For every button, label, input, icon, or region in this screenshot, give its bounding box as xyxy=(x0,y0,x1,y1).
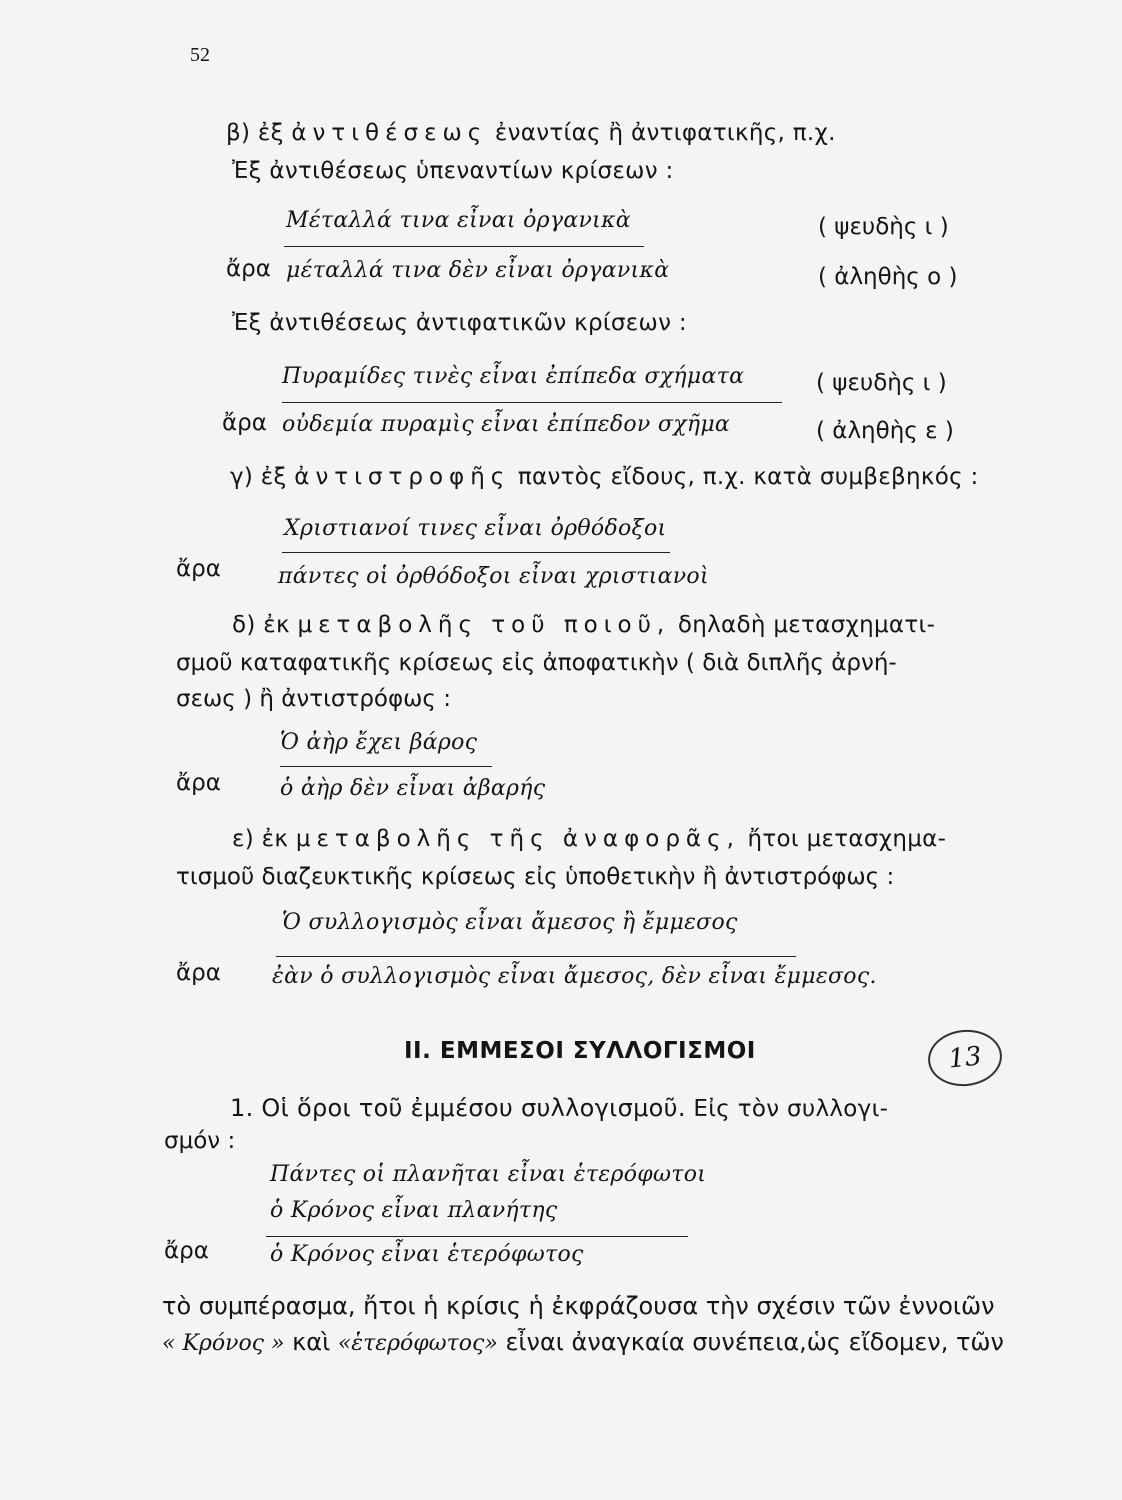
epsilon-premise: Ὁ συλλογισμὸς εἶναι ἄμεσος ἢ ἔμμεσος xyxy=(282,910,738,935)
gamma-line-1-rest: παντὸς εἴδους, π.χ. κατὰ συμβεβηκός : xyxy=(517,464,979,490)
closing-line-2-rest: εἶναι ἀναγκαία συνέπεια,ὡς εἴδομεν, τῶν xyxy=(505,1328,1004,1356)
beta-spaced-term: ἀντιθέσεως xyxy=(291,120,488,146)
gamma-spaced-term: ἀντιστροφῆς xyxy=(294,464,511,490)
syllogism-major-premise: Πάντες οἱ πλανῆται εἶναι ἑτερόφωτοι xyxy=(270,1162,707,1187)
gamma-line-1 xyxy=(230,464,979,490)
beta-example-2-conclusion-note: ( ἀληθὴς ε ) xyxy=(816,418,954,444)
delta-line-1 xyxy=(232,612,935,638)
gamma-premise: Χριστιανοί τινες εἶναι ὀρθόδοξοι xyxy=(284,516,667,541)
delta-rule xyxy=(280,766,492,767)
section-paragraph-1-start: 1. Οἱ ὅροι τοῦ ἐμμέσου συλλογισμοῦ. xyxy=(230,1094,686,1122)
closing-conjunction: καὶ xyxy=(292,1328,331,1356)
handwritten-number-stamp: 13 xyxy=(925,1026,1004,1089)
delta-line-2: σμοῦ καταφατικῆς κρίσεως εἰς ἀποφατικὴν ( διὰ διπλῆς ἀρνή- xyxy=(176,650,897,676)
gamma-label: γ) ἐξ xyxy=(230,464,287,490)
syllogism-conclusion: ὁ Κρόνος εἶναι ἑτερόφωτος xyxy=(270,1242,584,1267)
section-paragraph-1 xyxy=(230,1094,888,1122)
delta-spaced-term: μεταβολῆς τοῦ ποιοῦ, xyxy=(297,612,671,638)
epsilon-rule xyxy=(276,956,796,957)
beta-example-2-ara: ἄρα xyxy=(222,410,267,436)
beta-example-2-premise-note: ( ψευδὴς ι ) xyxy=(816,370,947,396)
closing-term-heterophotos: «ἑτερόφωτος» xyxy=(337,1331,498,1356)
delta-line-3: σεως ) ἢ ἀντιστρόφως : xyxy=(176,686,451,712)
syllogism-minor-premise: ὁ Κρόνος εἶναι πλανήτης xyxy=(270,1198,558,1223)
beta-example-1-premise-note: ( ψευδὴς ι ) xyxy=(818,214,949,240)
epsilon-spaced-term: μεταβολῆς τῆς ἀναφορᾶς, xyxy=(295,826,740,852)
beta-example-1-conclusion: μέταλλά τινα δὲν εἶναι ὀργανικὰ xyxy=(286,258,670,283)
beta-example-1-ara: ἄρα xyxy=(226,256,271,282)
epsilon-line-1 xyxy=(232,826,946,852)
beta-label: β) ἐξ xyxy=(226,120,284,146)
beta-line-1 xyxy=(226,120,836,146)
epsilon-label: ε) ἐκ xyxy=(232,826,289,852)
epsilon-line-2: τισμοῦ διαζευκτικῆς κρίσεως εἰς ὑποθετικὴν ἢ ἀντιστρόφως : xyxy=(176,864,895,890)
beta-line-2: Ἐξ ἀντιθέσεως ὑπεναντίων κρίσεων : xyxy=(232,158,674,184)
section-paragraph-1-rest: Εἰς τὸν συλλογι- xyxy=(693,1096,889,1122)
beta-example-1-conclusion-note: ( ἀληθὴς ο ) xyxy=(818,264,958,290)
beta-example-2-rule xyxy=(282,402,782,403)
beta-example-2-conclusion: οὐδεμία πυραμὶς εἶναι ἐπίπεδον σχῆμα xyxy=(282,412,731,437)
closing-line-2 xyxy=(162,1328,1004,1356)
closing-term-kronos: « Κρόνος » xyxy=(162,1331,285,1356)
delta-label: δ) ἐκ xyxy=(232,612,290,638)
beta-line-1-rest: ἐναντίας ἢ ἀντιφατικῆς, π.χ. xyxy=(494,120,836,146)
beta-example-2-premise: Πυραμίδες τινὲς εἶναι ἐπίπεδα σχήματα xyxy=(282,364,745,389)
closing-line-1: τὸ συμπέρασμα, ἤτοι ἡ κρίσις ἡ ἐκφράζουσα τὴν σχέσιν τῶν ἐννοιῶν xyxy=(162,1292,995,1320)
beta-example-1-rule xyxy=(284,246,644,247)
page-number: 52 xyxy=(190,44,210,66)
epsilon-conclusion: ἐὰν ὁ συλλογισμὸς εἶναι ἄμεσος, δὲν εἶναι ἔμμεσος. xyxy=(272,964,877,989)
gamma-ara: ἄρα xyxy=(176,556,221,582)
syllogism-ara: ἄρα xyxy=(164,1238,209,1264)
syllogism-rule xyxy=(266,1236,688,1237)
delta-ara: ἄρα xyxy=(176,770,221,796)
delta-premise: Ὁ ἀὴρ ἔχει βάρος xyxy=(280,730,478,755)
section-heading: ΙΙ. ΕΜΜΕΣΟΙ ΣΥΛΛΟΓΙΣΜΟΙ xyxy=(404,1038,756,1064)
beta-line-3: Ἐξ ἀντιθέσεως ἀντιφατικῶν κρίσεων : xyxy=(232,310,687,336)
epsilon-line-1-rest: ἤτοι μετασχημα- xyxy=(747,826,947,852)
beta-example-1-premise: Μέταλλά τινα εἶναι ὀργανικὰ xyxy=(286,208,631,233)
epsilon-ara: ἄρα xyxy=(176,960,221,986)
delta-line-1-rest: δηλαδὴ μετασχηματι- xyxy=(677,612,936,638)
gamma-conclusion: πάντες οἱ ὀρθόδοξοι εἶναι χριστιανοὶ xyxy=(278,564,709,589)
section-paragraph-1-line-2: σμόν : xyxy=(164,1128,236,1154)
gamma-rule xyxy=(282,552,670,553)
delta-conclusion: ὁ ἀὴρ δὲν εἶναι ἀβαρής xyxy=(280,776,546,801)
